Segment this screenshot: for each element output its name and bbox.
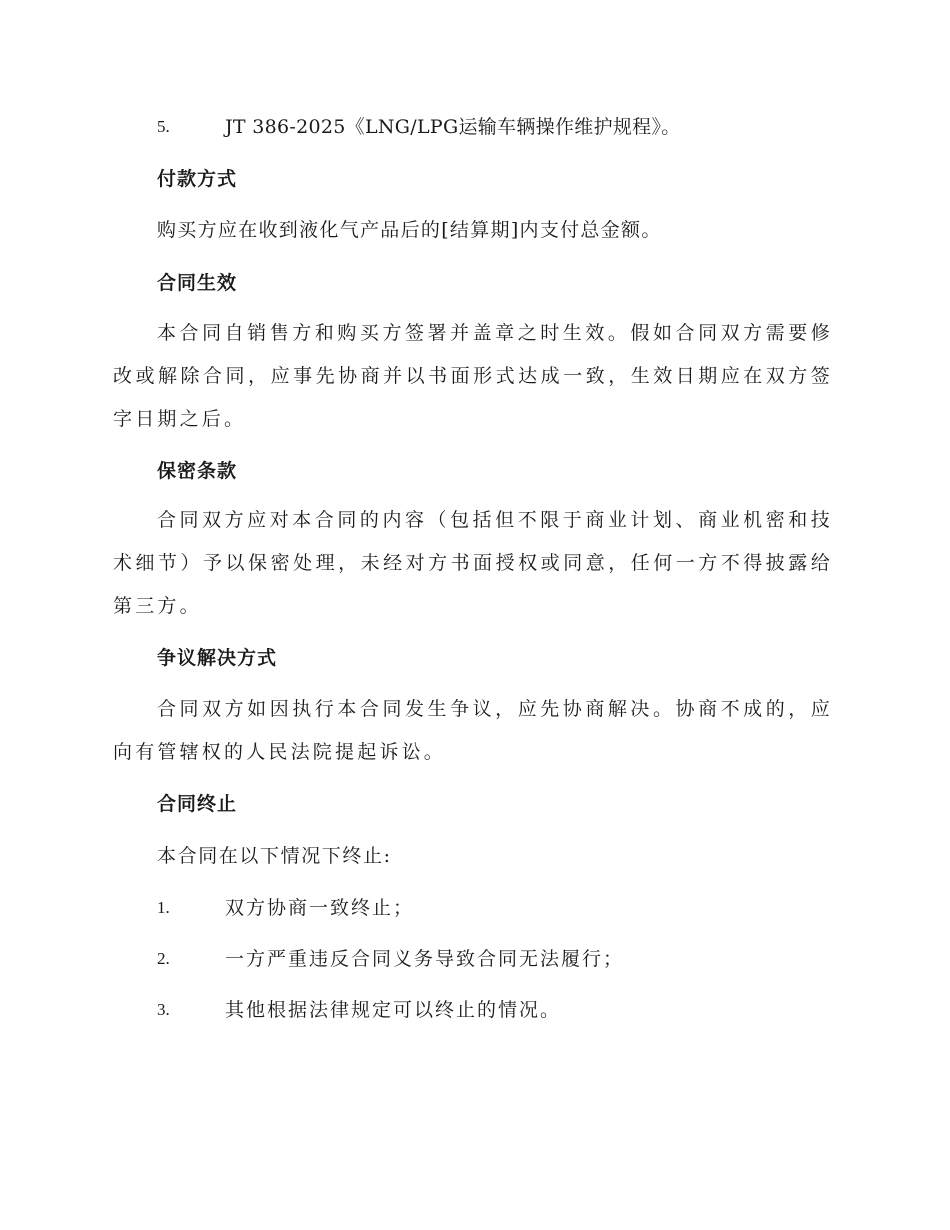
section-heading-payment: 付款方式 bbox=[157, 168, 238, 190]
section-text-confidential: 合同双方应对本合同的内容（包括但不限于商业计划、商业机密和技术细节）予以保密处理，未经对方书面授权或同意，任何一方不得披露给第三方。 bbox=[113, 509, 833, 617]
section-text-dispute: 合同双方如因执行本合同发生争议，应先协商解决。协商不成的，应向有管辖权的人民法院提起诉讼。 bbox=[113, 698, 833, 763]
termination-item-number: 2. bbox=[157, 949, 170, 968]
list-item-text: JT 386-2025《LNG/LPG运输车辆操作维护规程》。 bbox=[225, 116, 681, 138]
termination-item-text: 其他根据法律规定可以终止的情况。 bbox=[225, 999, 562, 1021]
list-item-number: 5. bbox=[157, 117, 170, 136]
termination-item-number: 1. bbox=[157, 898, 170, 917]
section-heading-confidential: 保密条款 bbox=[157, 460, 238, 482]
section-text-payment: 购买方应在收到液化气产品后的[结算期]内支付总金额。 bbox=[157, 219, 662, 241]
termination-item-text: 双方协商一致终止； bbox=[225, 897, 415, 919]
section-heading-effective: 合同生效 bbox=[157, 272, 238, 294]
termination-item-number: 3. bbox=[157, 1000, 170, 1019]
termination-item-text: 一方严重违反合同义务导致合同无法履行； bbox=[225, 948, 625, 970]
section-text-effective: 本合同自销售方和购买方签署并盖章之时生效。假如合同双方需要修改或解除合同，应事先协商并以书面形式达成一致，生效日期应在双方签字日期之后。 bbox=[113, 322, 833, 430]
section-heading-termination: 合同终止 bbox=[157, 793, 238, 815]
section-heading-dispute: 争议解决方式 bbox=[157, 647, 278, 669]
termination-intro: 本合同在以下情况下终止: bbox=[157, 845, 392, 867]
